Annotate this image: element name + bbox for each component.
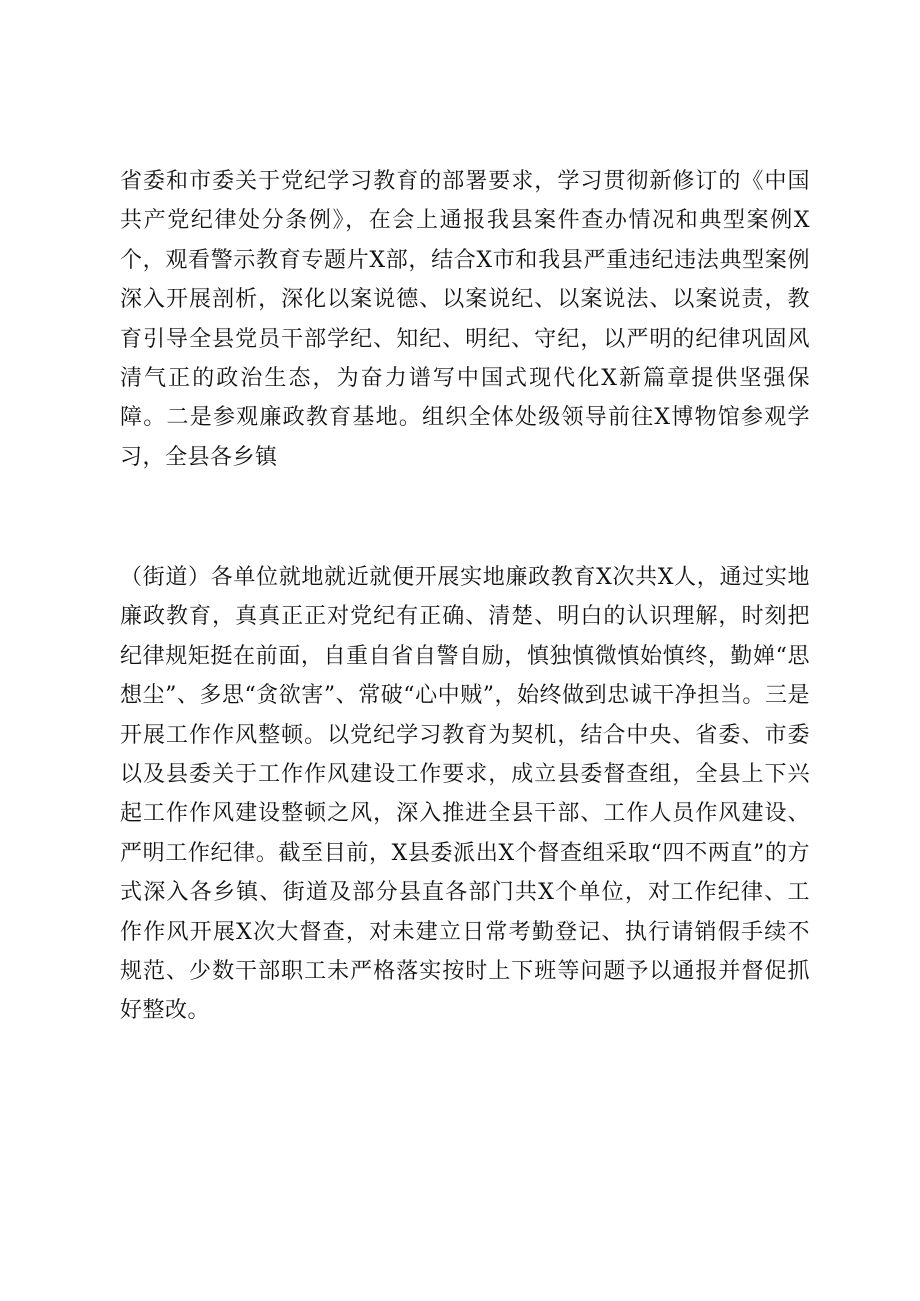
body-paragraph-2: （街道）各单位就地就近就便开展实地廉政教育X次共X人，通过实地廉政教育，真真正正对党纪有正确、清楚、明白的认识理解，时刻把纪律规矩挺在前面，自重自省自警自励，慎独慎微慎始慎终，勤婵“思想尘”、多思“贪欲害”、常破“心中贼”，始终做到忠诚干净担当。三是开展工作作风整顿。以党纪学习教育为契机，结合中央、省委、市委以及县委关于工作作风建设工作要求，成立县委督查组，全县上下兴起工作作风建设整顿之风，深入推进全县干部、工作人员作风建设、严明工作纪律。截至目前，X县委派出X个督查组采取“四不两直”的方式深入各乡镇、街道及部分县直各部门共X个单位，对工作纪律、工作作风开展X次大督查，对未建立日常考勤登记、执行请销假手续不规范、少数干部职工未严格落实按时上下班等问题予以通报并督促抓好整改。 <box>120 565 810 1024</box>
body-paragraph-1: 省委和市委关于党纪学习教育的部署要求，学习贯彻新修订的《中国共产党纪律处分条例》，在会上通报我县案件查办情况和典型案例X个，观看警示教育专题片X部，结合X市和我县严重违纪违法典型案例深入开展剖析，深化以案说德、以案说纪、以案说法、以案说责，教育引导全县党员干部学纪、知纪、明纪、守纪，以严明的纪律巩固风清气正的政治生态，为奋力谱写中国式现代化X新篇章提供坚强保障。二是参观廉政教育基地。组织全体处级领导前往X博物馆参观学习，全县各乡镇 <box>120 169 810 470</box>
